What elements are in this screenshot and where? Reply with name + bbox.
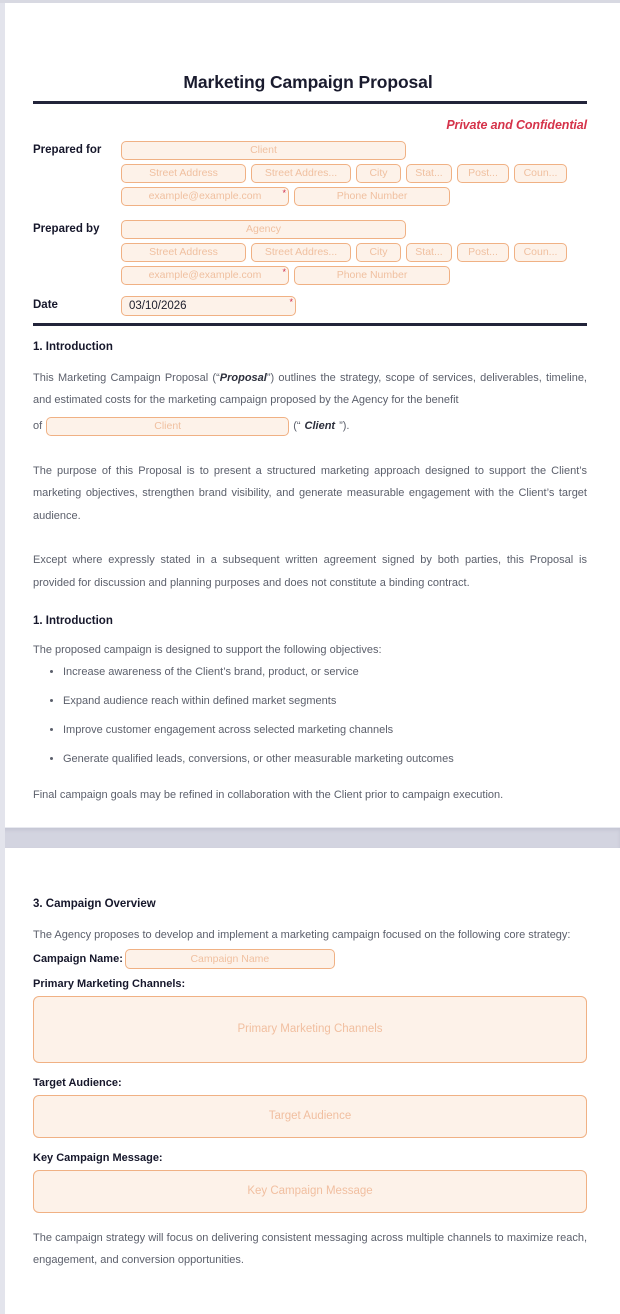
- prepared-by-phone-input[interactable]: Phone Number: [294, 266, 450, 285]
- prepared-by-email-required-marker: *: [282, 267, 286, 277]
- intro-paragraph-2: The purpose of this Proposal is to present a structured marketing approach designed to support the Client’s marketing objectives, strengthen brand visibility, and generate measurable engagement with the Client’s target audience.: [33, 464, 587, 522]
- prepared-for-contact-row: [33, 187, 587, 206]
- prepared-by-address-row: [33, 243, 587, 262]
- prepared-for-city-input[interactable]: City: [356, 164, 401, 183]
- campaign-overview-closing: The campaign strategy will focus on delivering consistent messaging across multiple channels to maximize reach, engagement, and conversion opportunities.: [33, 1231, 587, 1267]
- date-label: Date: [33, 299, 58, 312]
- campaign-overview-intro: The Agency proposes to develop and implement a marketing campaign focused on the following core strategy:: [33, 929, 571, 942]
- title-divider: [33, 101, 587, 104]
- section-heading-campaign-overview: 3. Campaign Overview: [33, 898, 156, 911]
- campaign-name-row: [33, 949, 587, 969]
- intro-paragraph-1: [33, 367, 587, 412]
- page-break-separator: [0, 827, 620, 849]
- list-item: • Improve customer engagement across selected marketing channels: [63, 723, 587, 739]
- date-row: [33, 296, 587, 316]
- list-item: • Expand audience reach within defined market segments: [63, 694, 587, 710]
- objectives-intro: The proposed campaign is designed to support the following objectives:: [33, 644, 382, 657]
- document-page-2: [0, 849, 620, 1272]
- intro-inline-tail-close: ”).: [339, 420, 350, 433]
- confidential-notice: Private and Confidential: [446, 118, 587, 132]
- header-divider: [33, 323, 587, 326]
- prepared-for-street-input[interactable]: Street Address: [121, 164, 246, 183]
- prepared-by-country-input[interactable]: Coun...: [514, 243, 567, 262]
- intro-inline-tail-open: (“: [293, 420, 301, 433]
- prepared-for-country-input[interactable]: Coun...: [514, 164, 567, 183]
- prepared-for-name-row: [33, 141, 587, 160]
- date-input[interactable]: 03/10/2026: [121, 296, 296, 316]
- prepared-by-street2-input[interactable]: Street Addres...: [251, 243, 351, 262]
- prepared-for-email-input[interactable]: example@example.com: [121, 187, 289, 206]
- prepared-for-postal-input[interactable]: Post...: [457, 164, 509, 183]
- target-audience-textarea[interactable]: Target Audience: [33, 1095, 587, 1138]
- objectives-list: [33, 665, 587, 768]
- key-message-label: Key Campaign Message:: [33, 1151, 163, 1164]
- prepared-for-email-required-marker: *: [282, 188, 286, 198]
- intro-inline-client-line: [33, 415, 587, 438]
- prepared-for-label: Prepared for: [33, 143, 102, 156]
- objectives-closing: Final campaign goals may be refined in collaboration with the Client prior to campaign execution.: [33, 788, 504, 801]
- prepared-for-address-row: [33, 164, 587, 183]
- section-heading-introduction: 1. Introduction: [33, 341, 113, 353]
- prepared-by-label: Prepared by: [33, 222, 100, 235]
- target-audience-label: Target Audience:: [33, 1076, 122, 1089]
- intro-inline-tail-emphasis: Client: [304, 420, 336, 433]
- intro-p1-before: This Marketing Campaign Proposal (“: [33, 371, 220, 384]
- prepared-for-block: [33, 141, 587, 206]
- prepared-by-name-row: [33, 220, 587, 239]
- prepared-by-city-input[interactable]: City: [356, 243, 401, 262]
- prepared-by-name-input[interactable]: Agency: [121, 220, 406, 239]
- prepared-by-block: [33, 220, 587, 285]
- campaign-name-input[interactable]: Campaign Name: [125, 949, 335, 969]
- list-item: • Generate qualified leads, conversions, or other measurable marketing outcomes: [63, 752, 587, 768]
- prepared-for-name-input[interactable]: Client: [121, 141, 406, 160]
- intro-paragraph-3: Except where expressly stated in a subsequent written agreement signed by both parties, this Proposal is provided for discussion and planning purposes and does not constitute a binding contract.: [33, 554, 587, 589]
- viewport-left-rail: [0, 0, 5, 1314]
- viewport-top-rule: [0, 0, 620, 3]
- list-item: • Increase awareness of the Client’s brand, product, or service: [63, 665, 587, 681]
- prepared-for-street2-input[interactable]: Street Addres...: [251, 164, 351, 183]
- prepared-for-phone-input[interactable]: Phone Number: [294, 187, 450, 206]
- prepared-by-street-input[interactable]: Street Address: [121, 243, 246, 262]
- intro-p1-emphasis: Proposal: [219, 371, 267, 384]
- campaign-name-label: Campaign Name:: [33, 952, 123, 965]
- intro-p1-after: ”) outlines the strategy, scope of services, deliverables, timeline, and estimated costs for the marketing campaign proposed by the Agency for the benefit: [33, 371, 587, 407]
- intro-inline-of-label: of: [33, 420, 43, 433]
- prepared-by-email-input[interactable]: example@example.com: [121, 266, 289, 285]
- primary-channels-label: Primary Marketing Channels:: [33, 977, 186, 990]
- section-heading-objectives: 1. Introduction: [33, 615, 113, 628]
- primary-channels-textarea[interactable]: Primary Marketing Channels: [33, 996, 587, 1063]
- date-required-marker: *: [289, 297, 293, 307]
- key-message-textarea[interactable]: Key Campaign Message: [33, 1170, 587, 1213]
- prepared-by-contact-row: [33, 266, 587, 285]
- prepared-by-postal-input[interactable]: Post...: [457, 243, 509, 262]
- page-title: Marketing Campaign Proposal: [183, 72, 433, 92]
- prepared-by-state-input[interactable]: Stat...: [406, 243, 452, 262]
- intro-inline-client-input[interactable]: Client: [46, 417, 289, 436]
- prepared-for-state-input[interactable]: Stat...: [406, 164, 452, 183]
